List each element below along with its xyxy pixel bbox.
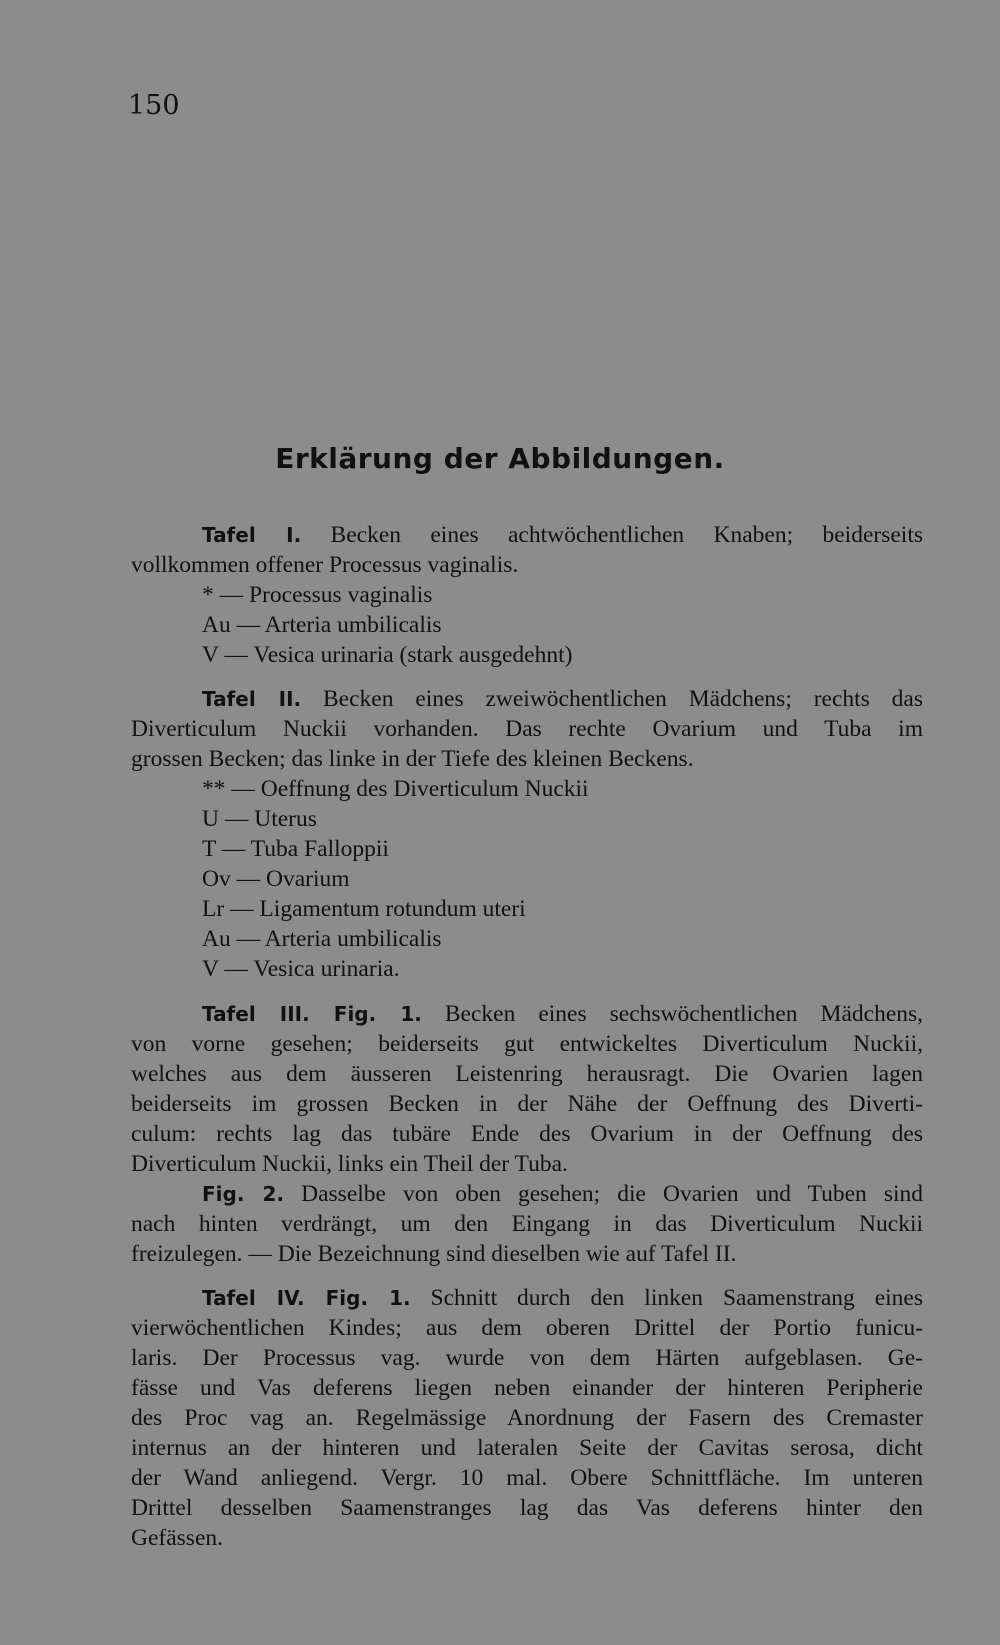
tafel1-legend-line: V — Vesica urinaria (stark ausgedehnt)	[202, 642, 573, 668]
tafel3-paragraph-line	[202, 999, 923, 1029]
tafel1-paragraph-line	[202, 520, 923, 550]
tafel2-legend-line: Ov — Ovarium	[202, 866, 350, 892]
tafel2-legend-line: T — Tuba Falloppii	[202, 836, 389, 862]
tafel1-legend-line: * — Processus vaginalis	[202, 582, 433, 608]
tafel4-paragraph-line	[202, 1283, 923, 1313]
tafel2-legend-line: Lr — Ligamentum rotundum uteri	[202, 896, 526, 922]
tafel4-text-line: des Proc vag an. Regelmässige Anordnung der Fasern des Cremaster	[131, 1405, 923, 1431]
tafel4-text-line: Drittel desselben Saamenstranges lag das Vas deferens hinter den	[131, 1495, 923, 1521]
tafel3-text-line: Diverticulum Nuckii, links ein Theil der Tuba.	[131, 1151, 568, 1177]
tafel2-legend-line: ** — Oeffnung des Diverticulum Nuckii	[202, 776, 589, 802]
tafel2-text-line: grossen Becken; das linke in der Tiefe des kleinen Beckens.	[131, 746, 694, 772]
tafel3-fig2-text: Dasselbe von oben gesehen; die Ovarien und Tuben sind	[301, 1181, 923, 1207]
tafel3-fig2-label: Fig. 2.	[202, 1182, 285, 1206]
tafel1-legend-line: Au — Arteria umbilicalis	[202, 612, 442, 638]
page-title: Erklärung der Abbildungen.	[275, 442, 725, 475]
tafel2-text-line: Diverticulum Nuckii vorhanden. Das rechte Ovarium und Tuba im	[131, 716, 923, 742]
tafel2-label: Tafel II.	[202, 687, 302, 711]
tafel3-text-line: nach hinten verdrängt, um den Eingang in das Diverticulum Nuckii	[131, 1211, 923, 1237]
tafel3-text-line: freizulegen. — Die Bezeichnung sind dieselben wie auf Tafel II.	[131, 1241, 737, 1267]
tafel3-text: Becken eines sechswöchentlichen Mädchens,	[444, 1001, 924, 1027]
tafel4-text-line: internus an der hinteren und lateralen Seite der Cavitas serosa, dicht	[131, 1435, 923, 1461]
tafel3-text-line: welches aus dem äusseren Leistenring herausragt. Die Ovarien lagen	[131, 1061, 923, 1087]
tafel4-text-line: der Wand anliegend. Vergr. 10 mal. Obere Schnittfläche. Im unteren	[131, 1465, 923, 1491]
tafel4-text-line: fässe und Vas deferens liegen neben einander der hinteren Peripherie	[131, 1375, 923, 1401]
tafel2-legend-line: V — Vesica urinaria.	[202, 956, 400, 982]
tafel4-text-line: Gefässen.	[131, 1525, 224, 1551]
tafel2-paragraph-line	[202, 684, 923, 714]
tafel2-legend-line: Au — Arteria umbilicalis	[202, 926, 442, 952]
page-number: 150	[128, 90, 180, 121]
tafel4-text-line: laris. Der Processus vag. wurde von dem Härten aufgeblasen. Ge-	[131, 1345, 923, 1371]
tafel4-text: Schnitt durch den linken Saamenstrang eines	[430, 1285, 923, 1311]
tafel3-label: Tafel III. Fig. 1.	[202, 1002, 422, 1026]
tafel2-legend-line: U — Uterus	[202, 806, 317, 832]
tafel1-text: Becken eines achtwöchentlichen Knaben; beiderseits	[330, 522, 923, 548]
tafel3-text-line: von vorne gesehen; beiderseits gut entwickeltes Diverticulum Nuckii,	[131, 1031, 923, 1057]
tafel3-text-line: culum: rechts lag das tubäre Ende des Ovarium in der Oeffnung des	[131, 1121, 923, 1147]
tafel3-text-line: beiderseits im grossen Becken in der Nähe der Oeffnung des Diverti-	[131, 1091, 923, 1117]
tafel1-label: Tafel I.	[202, 523, 302, 547]
tafel3-fig2-line	[202, 1179, 923, 1209]
tafel1-text-line: vollkommen offener Processus vaginalis.	[131, 552, 519, 578]
tafel4-label: Tafel IV. Fig. 1.	[202, 1286, 411, 1310]
tafel2-text: Becken eines zweiwöchentlichen Mädchens; rechts das	[323, 686, 924, 712]
tafel4-text-line: vierwöchentlichen Kindes; aus dem oberen Drittel der Portio funicu-	[131, 1315, 923, 1341]
